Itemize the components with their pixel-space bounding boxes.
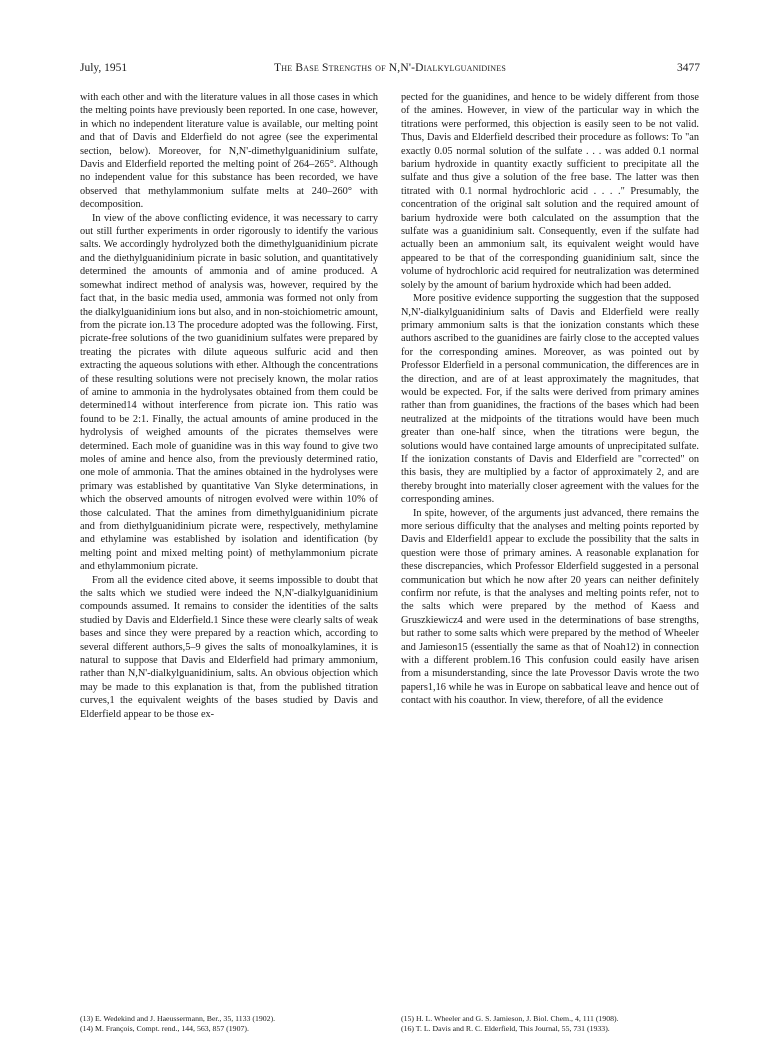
paragraph: pected for the guanidines, and hence to be widely different from those of the amines. However, in view of the particular way in which the titrations were performed, this objection is easily seen to be not valid. Thus, Davis and Elderfield described their procedure as follows: To "an exactly 0.05 normal solution of the sulfate . . . was added 0.1 normal barium hydroxide in quantity exactly sufficient to precipitate all the sulfate and thus give a solution of the free base. The latter was then titrated with 0.1 normal hydrochloric acid . . . ." Presumably, the concentration of the original salt solution and the required amount of barium hydroxide were both calculated on the assumption that the sulfate was a guanidinium salt. Consequently, even if the sulfate had actually been an ammonium salt, its equivalent weight would have appeared to be that of the corresponding guanidinium salt, since the volume of hydrochloric acid required for neutralization was determined solely by the amount of barium hydroxide which had been added. [401,92,699,291]
paragraph: In view of the above conflicting evidence, it was necessary to carry out still further experiments in order rigorously to identify the various salts. We accordingly hydrolyzed both the dimethylguanidinium picrate and the diethylguanidinium picrate in basic solution, and quantitatively determined the amounts of ammonia and of amine produced. A somewhat indirect method of analysis was, however, required by the fact that, in the basic media used, ammonia was formed not only from the dialkylguanidinium ions but also, and in non-stoichiometric amount, from the picrate ion.13 The procedure adopted was the following. First, picrate-free solutions of the two guanidinium sulfates were prepared by treating the picrates with dilute aqueous sulfuric acid and then extracting the aqueous solutions with ether. Although the concentrations of these resulting solutions were not precisely known, the molar ratios of amine to ammonia in the hydrolysates obtained from them could be determined14 without interference from picrate ion. This ratio was found to be 2:1. Finally, the actual amounts of amine produced in the hydrolysis of weighed amounts of the picrates themselves were determined. Each mole of guanidine was in this way found to give two moles of amine and hence also, from the previously determined ratio, one mole of ammonia. That the amines obtained in the hydrolyses were primary was established by quantitative Van Slyke determinations, in which the observed amounts of nitrogen evolved were within 10% of those calculated. That the amines from dimethylguanidinium picrate and from diethylguanidinium picrate were, respectively, methylamine and ethylamine was established by isolation and identification (by melting point and mixed melting point) of methylammonium picrate and ethylammonium picrate. [80,212,378,573]
left-column [80,91,378,721]
paragraph: More positive evidence supporting the suggestion that the supposed N,N'-dialkylguanidinium salts of Davis and Elderfield were really primary ammonium salts is that the ionization constants which these authors ascribed to the guanidines are fairly close to the accepted values for the corresponding amines. Moreover, as was pointed out by Professor Elderfield in a personal communication, the differences are in the direction, and are of at least approximately the magnitudes, that would be expected. For, if the salts were derived from primary amines rather than from guanidines, the fractions of the bases which had been neutralized at the midpoints of the titrations would have been much greater than one-half since, when the titrations were begun, the solutions would have contained large amounts of unprecipitated sulfate. If the ionization constants of Davis and Elderfield are "corrected" on this basis, they are multiplied by a factor of approximately 2, and are thereby brought into materially closer agreement with the values for the corresponding amines. [401,293,699,506]
paragraph: In spite, however, of the arguments just advanced, there remains the more serious difficulty that the analyses and melting points reported by Davis and Elderfield1 appear to exclude the possibility that the salts in question were those of primary amines. A reasonable explanation for these discrepancies, which Professor Elderfield suggested in a personal communication but which he now after 20 years can neither definitely confirm nor refute, is that the analyses and melting points refer, not to the salts which were prepared by the method of Kaess and Gruszkiewicz4 and were used in the determinations of base strengths, but rather to some salts which were prepared by the method of Wheeler and Jamieson15 (essentially the same as that of Noah12) in connection with a different problem.16 This confusion could easily have arisen from a misunderstanding, since the late Provessor Davis wrote the two papers1,16 while he was in Europe on sabbatical leave and hence out of contact with his coauthor. In view, therefore, of all the evidence [401,507,699,707]
paragraph: with each other and with the literature values in all those cases in which the melting points have previously been reported. In one case, however, in which no independent literature value is available, our melting point and that of Davis and Elderfield do not agree (see the experimental section, below). Moreover, for N,N'-dimethylguanidinium sulfate, Davis and Elderfield reported the melting point of 264–265°. Although no independent value for this substance has been recorded, we have observed that methylammonium sulfate melts at 240–260° with decomposition. [80,92,378,211]
footnotes-left [80,1014,390,1035]
page-header [80,62,700,78]
running-title: The Base Strengths of N,N'-Dialkylguanidines [274,62,506,74]
right-column [401,91,699,708]
page-number: 3477 [677,62,700,74]
footnote: (16) T. L. Davis and R. C. Elderfield, This Journal, 55, 731 (1933). [401,1024,610,1034]
footnote: (14) M. François, Compt. rend., 144, 563, 857 (1907). [80,1024,249,1034]
footnote: (13) E. Wedekind and J. Haeussermann, Ber., 35, 1133 (1902). [80,1014,276,1023]
footnotes-right [401,1014,711,1035]
header-date: July, 1951 [80,62,128,74]
footnote: (15) H. L. Wheeler and G. S. Jamieson, J. Biol. Chem., 4, 111 (1908). [401,1014,619,1023]
paragraph: From all the evidence cited above, it seems impossible to doubt that the salts which we studied were indeed the N,N'-dialkylguanidinium compounds assumed. It remains to consider the identities of the salts studied by Davis and Elderfield.1 Since these were clearly salts of weak bases and since they were prepared by a reaction which, according to several different authors,5–9 gives the salts of monoalkylamines, it is natural to suppose that Davis and Elderfield had primary ammonium, rather than N,N'-dialkylguanidinium, salts. An obvious objection which may be made to this explanation is that, from the published titration curves,1 the equivalent weights of the bases studied by Davis and Elderfield appear to be those ex- [80,574,378,720]
